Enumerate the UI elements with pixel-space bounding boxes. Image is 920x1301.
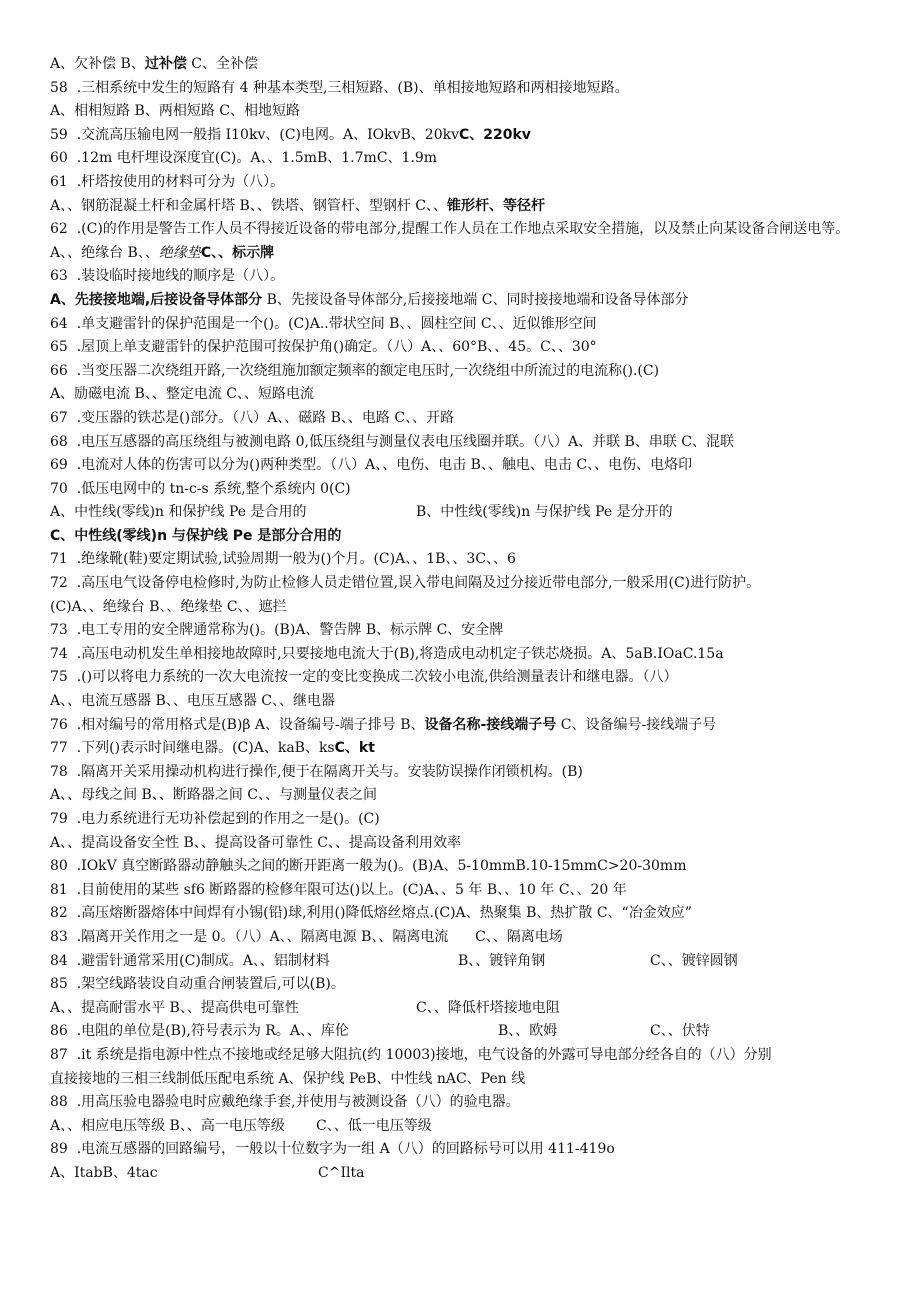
text-line	[50, 619, 880, 643]
text-line	[50, 1068, 880, 1092]
bold-text: 过补偿	[144, 56, 187, 72]
text-line	[50, 100, 880, 124]
text-line	[50, 218, 880, 265]
text-line	[50, 950, 880, 974]
text-column: A、中性线(零线)n 和保护线 Pe 是合用的	[50, 504, 307, 521]
bold-text: A、先接接地端,后接设备导体部分	[50, 291, 263, 308]
text-run: 直接接地的三相三线制低压配电系统 A、保护线 PeB、中性线 nAC、Pen 线	[50, 1070, 526, 1087]
text-run: 77 .下列()表示时间继电器。(C)A、kaB、ks	[50, 740, 335, 757]
text-run: 67 .变压器的铁芯是()部分。（八）A、、磁路 B、、电路 C、、开路	[50, 409, 455, 426]
text-line	[50, 336, 880, 360]
text-line	[50, 1091, 880, 1115]
text-run: A、、电流互感器 B、、电压互感器 C、、继电器	[50, 693, 336, 710]
text-line	[50, 572, 880, 596]
text-run: B、中性线(零线)n 与保护线 Pe 是分开的	[416, 504, 673, 521]
text-line	[50, 265, 880, 289]
text-run: 63 .装设临时接地线的顺序是（八）。	[50, 268, 285, 285]
text-line	[50, 525, 880, 549]
text-line	[50, 289, 880, 313]
text-line	[50, 1044, 880, 1068]
text-run: C、、镀锌圆钢	[650, 952, 738, 969]
text-line	[50, 147, 880, 171]
text-line	[50, 1020, 880, 1044]
text-line	[50, 761, 880, 785]
text-run: (C)A、、绝缘台 B、、绝缘垫 C、、遮拦	[50, 598, 287, 615]
text-run: 65 .屋顶上单支避雷针的保护范围可按保护角()确定。（八）A、、60°B、、45。C、、30°	[50, 339, 597, 356]
text-run: A、、提高设备安全性 B、、提高设备可靠性 C、、提高设备利用效率	[50, 834, 462, 851]
text-run: A、励磁电流 B、、整定电流 C、、短路电流	[50, 386, 315, 403]
text-line	[50, 1115, 880, 1139]
bold-text: C、kt	[334, 740, 375, 757]
text-line	[50, 407, 880, 431]
text-line	[50, 808, 880, 832]
italic-text: 绝缘垫	[158, 244, 201, 261]
text-line	[50, 1138, 880, 1162]
text-line	[50, 737, 880, 761]
text-run: A、欠补偿 B、	[50, 56, 145, 72]
text-run: C、设备编号-接线端子号	[556, 716, 717, 733]
text-run: C^Ilta	[318, 1164, 365, 1181]
bold-text: 锥形杆、等径杆	[447, 197, 546, 214]
text-line	[50, 784, 880, 808]
text-run: A、相相短路 B、两相短路 C、相地短路	[50, 103, 301, 120]
text-run: 64 .单支避雷针的保护范围是一个()。(C)A..带状空间 B、、圆柱空间 C、、近似锥形空间	[50, 315, 597, 332]
text-column: 84 .避雷针通常采用(C)制成。A、、铝制材料	[50, 952, 330, 969]
text-run: 76 .相对编号的常用格式是(B)β A、设备编号-端子排号 B、	[50, 716, 425, 733]
text-line	[50, 1162, 880, 1186]
text-run: A、、钢筋混凝土杆和金属杆塔 B、、铁塔、钢管杆、型钢杆 C、、	[50, 197, 448, 214]
text-run: 61 .杆塔按使用的材料可分为（八）。	[50, 173, 285, 190]
text-run: 58 .三相系统中发生的短路有 4 种基本类型,三相短路、(B)、单相接地短路和两相接地短路。	[50, 79, 629, 96]
text-line	[50, 690, 880, 714]
text-line	[50, 478, 880, 502]
text-line	[50, 53, 880, 77]
bold-text: C、、标示牌	[200, 244, 275, 261]
text-run: 73 .电工专用的安全牌通常称为()。(B)A、警告牌 B、标示牌 C、安全牌	[50, 622, 504, 639]
text-run: 71 .绝缘靴(鞋)要定期试验,试验周期一般为()个月。(C)A、、1B、、3C、、6	[50, 551, 516, 568]
text-line	[50, 383, 880, 407]
text-line	[50, 643, 880, 667]
text-run: 72 .高压电气设备停电检修时,为防止检修人员走错位置,误入带电间隔及过分接近带电部分,一般采用(C)进行防护。	[50, 575, 761, 592]
text-line	[50, 313, 880, 337]
text-column: A、、提高耐雷水平 B、、提高供电可靠性	[50, 999, 299, 1016]
text-run: 70 .低压电网中的 tn-c-s 系统,整个系统内 0(C)	[50, 480, 351, 497]
text-line	[50, 454, 880, 478]
text-run: 89 .电流互感器的回路编号，一般以十位数字为一组 A（八）的回路标号可以用 411-419o	[50, 1141, 615, 1158]
text-run: C、全补偿	[186, 56, 259, 72]
text-run: 69 .电流对人体的伤害可以分为()两种类型。（八）A、、电伤、电击 B、、触电、电击 C、、电伤、电烙印	[50, 457, 693, 474]
text-line	[50, 832, 880, 856]
text-line	[50, 548, 880, 572]
text-line	[50, 171, 880, 195]
text-column: A、ItabB、4tac	[50, 1164, 158, 1181]
text-run: A、、相应电压等级 B、、高一电压等级 C、、低一电压等级	[50, 1117, 432, 1134]
text-line	[50, 501, 880, 525]
text-run: 83 .隔离开关作用之一是 0。（八）A、、隔离电源 B、、隔离电流 C、、隔离电场	[50, 928, 563, 945]
text-run: 66 .当变压器二次绕组开路,一次绕组施加额定频率的额定电压时,一次绕组中所流过的电流称().(C)	[50, 362, 660, 379]
text-run: C、、伏特	[650, 1023, 710, 1040]
text-run: 82 .高压熔断器熔体中间焊有小锡(铅)球,利用()降低熔丝熔点.(C)A、热聚集 B、热扩散 C、“冶金效应”	[50, 905, 692, 922]
text-line	[50, 879, 880, 903]
text-line	[50, 596, 880, 620]
text-line	[50, 997, 880, 1021]
text-column: 86 .电阻的单位是(B),符号表示为 R。A、、库伦	[50, 1023, 349, 1040]
bold-text: 设备名称-接线端子号	[424, 716, 557, 733]
text-line	[50, 195, 880, 219]
text-run: 79 .电力系统进行无功补偿起到的作用之一是()。(C)	[50, 811, 380, 827]
document-page	[50, 53, 880, 1186]
text-line	[50, 926, 880, 950]
text-column: B、、欧姆	[498, 1023, 558, 1040]
text-run: 80 .IOkV 真空断路器动静触头之间的断开距离一般为()。(B)A、5-10mmB.10-15mmC>20-30mm	[50, 858, 687, 875]
text-run: 85 .架空线路装设自动重合闸装置后,可以(B)。	[50, 976, 345, 993]
bold-text: C、中性线(零线)n 与保护线 Pe 是部分合用的	[50, 527, 342, 544]
text-line	[50, 973, 880, 997]
text-line	[50, 714, 880, 738]
text-run: 62 .(C)的作用是警告工作人员不得接近设备的带电部分,提醒工作人员在工作地点采取安全措施，以及禁止向某设备合闸送电等。A、、绝缘台 B、、	[50, 221, 850, 261]
text-run: 87 .it 系统是指电源中性点不接地或经足够大阻抗(约 10003)接地，电气设备的外露可导电部分经各自的（八）分别	[50, 1046, 772, 1063]
text-line	[50, 77, 880, 101]
text-column: B、、镀锌角钢	[458, 952, 546, 969]
text-line	[50, 360, 880, 384]
text-run: 74 .高压电动机发生单相接地故障时,只要接地电流大于(B),将造成电动机定子铁芯烧损。A、5aB.IOaC.15a	[50, 645, 724, 662]
text-run: C、、降低杆塔接地电阻	[416, 999, 560, 1016]
text-line	[50, 124, 880, 148]
text-run: B、先接设备导体部分,后接接地端 C、同时接接地端和设备导体部分	[262, 291, 689, 308]
text-line	[50, 431, 880, 455]
text-run: 88 .用高压验电器验电时应戴绝缘手套,并使用与被测设备（八）的验电器。	[50, 1094, 520, 1111]
text-run: 78 .隔离开关采用操动机构进行操作,便于在隔离开关与。安装防误操作闭锁机构。(B)	[50, 763, 583, 780]
text-run: A、、母线之间 B、、断路器之间 C、、与测量仪表之间	[50, 787, 378, 804]
text-line	[50, 666, 880, 690]
text-line	[50, 855, 880, 879]
text-run: 68 .电压互感器的高压绕组与被测电路 0,低压绕组与测量仪表电压线圈并联。（八）A、并联 B、串联 C、混联	[50, 433, 734, 450]
text-line	[50, 902, 880, 926]
text-run: 60 .12m 电杆埋设深度宜(C)。A、、1.5mB、1.7mC、1.9m	[50, 150, 438, 167]
bold-text: C、220kv	[459, 126, 531, 143]
text-run: 75 .()可以将电力系统的一次大电流按一定的变比变换成二次较小电流,供给测量表计和继电器。（八）	[50, 669, 678, 686]
text-run: 59 .交流高压输电网一般指 I10kv、(C)电网。A、IOkvB、20kv	[50, 126, 459, 143]
text-run: 81 .目前使用的某些 sf6 断路器的检修年限可达()以上。(C)A、、5 年 B、、10 年 C、、20 年	[50, 881, 627, 898]
